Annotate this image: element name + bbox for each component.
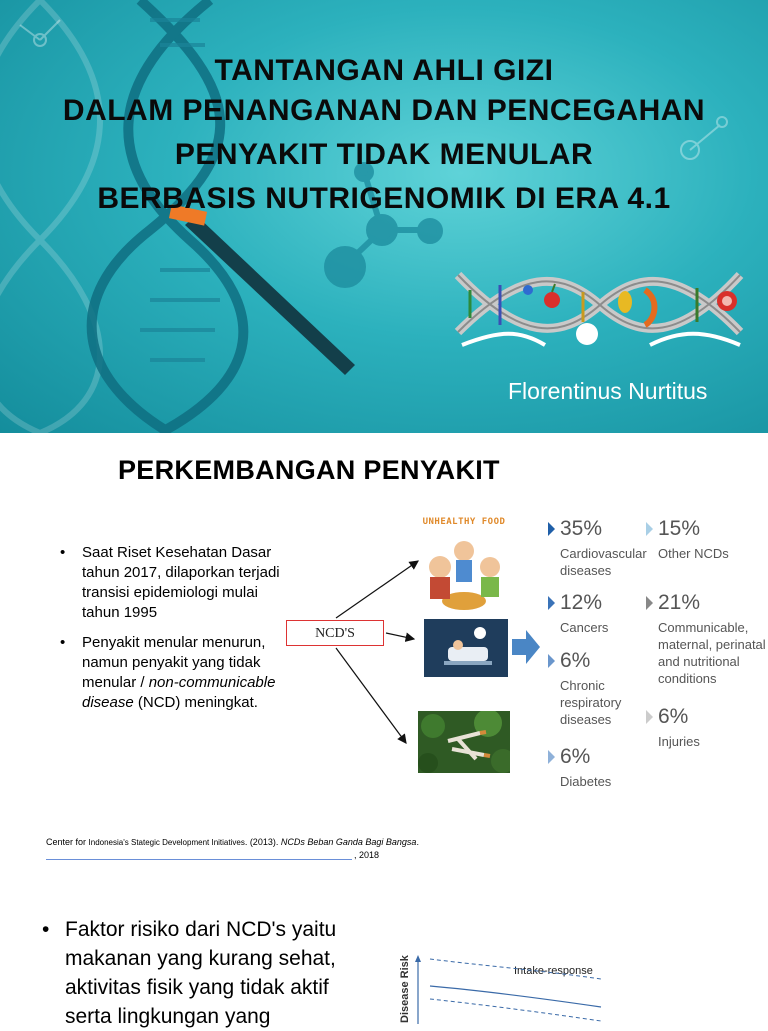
title-line-2: DALAM PENANGANAN DAN PENCEGAHAN — [62, 94, 706, 127]
stat-item — [560, 517, 652, 579]
bullet-item: • Penyakit menular menurun, namun penyakit yang tidak menular / non-communicable disease (NCD) meningkat. — [58, 633, 290, 713]
stat-marker-icon — [548, 654, 555, 668]
bullet-marker: • — [42, 918, 50, 941]
food-dna-image — [455, 268, 743, 348]
stat-label: Chronic respiratory diseases — [560, 678, 622, 727]
stat-marker-icon — [646, 522, 653, 536]
stat-percent: 12% — [560, 591, 603, 614]
stat-marker-icon — [646, 596, 653, 610]
stat-percent: 15% — [658, 517, 701, 540]
stat-item — [658, 705, 768, 750]
risk-factors-slide — [0, 863, 768, 1028]
stat-percent: 35% — [560, 517, 603, 540]
stat-percent: 6% — [560, 649, 591, 672]
title-line-3: PENYAKIT TIDAK MENULAR — [174, 138, 594, 171]
intake-response-chart — [396, 951, 606, 1024]
risk-factor-bullet: • Faktor risiko dari NCD's yaitu makanan yang kurang sehat, aktivitas fisik yang tidak aktif serta lingkungan yang — [42, 915, 352, 1031]
stat-item — [560, 649, 652, 728]
ncd-arrows — [0, 433, 768, 863]
unhealthy-food-image: UNHEALTHY FOOD — [418, 517, 510, 613]
title-line-1: TANTANGAN AHLI GIZI — [214, 54, 554, 87]
stat-label: Cancers — [560, 620, 609, 635]
stat-marker-icon — [548, 522, 555, 536]
stat-item — [658, 517, 768, 562]
stat-percent: 6% — [658, 705, 689, 728]
citation-link-underline[interactable] — [46, 859, 352, 860]
author-name: Florentinus Nurtitus — [508, 378, 708, 404]
sedentary-lifestyle-image — [424, 619, 508, 677]
stat-item — [658, 591, 768, 687]
citation-date: , 2018 — [354, 850, 380, 860]
stat-label: Other NCDs — [658, 546, 729, 561]
ncd-label-box: NCD'S — [286, 620, 384, 646]
bullet-item: • Saat Riset Kesehatan Dasar tahun 2017, dilaporkan terjadi transisi epidemiologi mulai tahun 1995 — [58, 543, 290, 623]
stat-marker-icon — [646, 710, 653, 724]
stat-label: Cardiovascular diseases — [560, 546, 647, 578]
chart-title: Intake-response — [514, 965, 593, 977]
disease-development-slide — [0, 433, 768, 863]
chart-y-axis-label: Disease Risk — [399, 955, 411, 1023]
stat-label: Communicable, maternal, perinatal and nutritional conditions — [658, 620, 766, 686]
stat-percent: 6% — [560, 745, 591, 768]
citation: Center for Indonesia's Stategic Development Initiatives. (2013). NCDs Beban Ganda Bagi Bangsa. — [46, 837, 419, 847]
stat-label: Injuries — [658, 734, 700, 749]
stat-label: Diabetes — [560, 774, 612, 789]
stat-percent: 21% — [658, 591, 701, 614]
stat-marker-icon — [548, 750, 555, 764]
stat-marker-icon — [548, 596, 555, 610]
smoking-image — [418, 711, 510, 773]
title-slide — [0, 0, 768, 433]
stat-item — [560, 591, 652, 636]
title-line-4: BERBASIS NUTRIGENOMIK DI ERA 4.1 — [97, 182, 671, 215]
slide-title: PERKEMBANGAN PENYAKIT — [118, 455, 500, 485]
stat-item — [560, 745, 652, 790]
